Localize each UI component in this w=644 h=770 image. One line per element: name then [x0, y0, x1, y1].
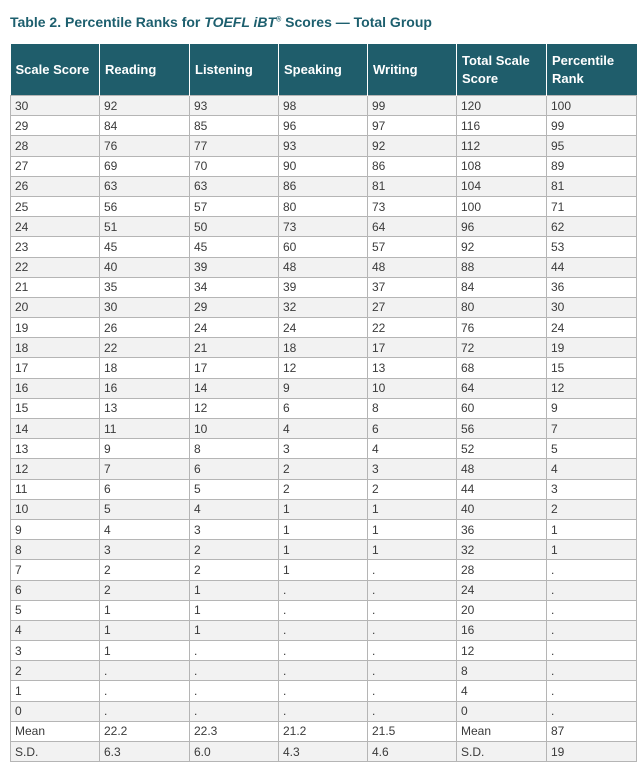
cell-total-scale-score: 80	[457, 297, 547, 317]
cell-listening: 6	[190, 459, 279, 479]
cell-speaking: 48	[279, 257, 368, 277]
cell-speaking: .	[279, 701, 368, 721]
cell-listening: 45	[190, 237, 279, 257]
table-header	[11, 44, 637, 96]
cell-scale-score: 14	[11, 419, 100, 439]
cell-percentile-rank: 71	[547, 196, 637, 216]
cell-reading: 7	[100, 459, 190, 479]
cell-speaking: 96	[279, 116, 368, 136]
cell-scale-score: 2	[11, 661, 100, 681]
cell-total-scale-score: 24	[457, 580, 547, 600]
cell-reading: 84	[100, 116, 190, 136]
table-row	[11, 136, 637, 156]
cell-percentile-rank: .	[547, 641, 637, 661]
cell-writing: .	[368, 620, 457, 640]
cell-total-scale-score: 92	[457, 237, 547, 257]
cell-writing: 17	[368, 338, 457, 358]
cell-writing: 4.6	[368, 742, 457, 762]
cell-speaking: 90	[279, 156, 368, 176]
cell-scale-score: Mean	[11, 721, 100, 741]
cell-listening: 21	[190, 338, 279, 358]
cell-listening: 50	[190, 217, 279, 237]
cell-total-scale-score: 104	[457, 176, 547, 196]
cell-listening: 34	[190, 277, 279, 297]
cell-scale-score: 13	[11, 439, 100, 459]
cell-scale-score: 23	[11, 237, 100, 257]
header-row	[11, 44, 637, 96]
table-row	[11, 641, 637, 661]
cell-percentile-rank: 1	[547, 519, 637, 539]
cell-listening: 12	[190, 398, 279, 418]
cell-scale-score: 9	[11, 519, 100, 539]
cell-writing: 21.5	[368, 721, 457, 741]
cell-speaking: 1	[279, 519, 368, 539]
cell-percentile-rank: 5	[547, 439, 637, 459]
title-suffix: Scores — Total Group	[281, 14, 432, 30]
cell-listening: .	[190, 661, 279, 681]
table-row	[11, 499, 637, 519]
cell-percentile-rank: 3	[547, 479, 637, 499]
cell-total-scale-score: 84	[457, 277, 547, 297]
cell-total-scale-score: Mean	[457, 721, 547, 741]
cell-percentile-rank: .	[547, 620, 637, 640]
cell-scale-score: S.D.	[11, 742, 100, 762]
cell-percentile-rank: 36	[547, 277, 637, 297]
cell-writing: 48	[368, 257, 457, 277]
cell-listening: 29	[190, 297, 279, 317]
cell-reading: .	[100, 701, 190, 721]
table-row	[11, 620, 637, 640]
cell-reading: 22	[100, 338, 190, 358]
cell-total-scale-score: 68	[457, 358, 547, 378]
cell-reading: 69	[100, 156, 190, 176]
cell-speaking: 3	[279, 439, 368, 459]
cell-total-scale-score: 56	[457, 419, 547, 439]
cell-speaking: 98	[279, 96, 368, 116]
header-scale-score: Scale Score	[11, 44, 100, 96]
cell-percentile-rank: .	[547, 681, 637, 701]
cell-listening: 1	[190, 600, 279, 620]
cell-listening: .	[190, 641, 279, 661]
cell-writing: 99	[368, 96, 457, 116]
cell-scale-score: 22	[11, 257, 100, 277]
cell-speaking: 2	[279, 459, 368, 479]
table-row	[11, 96, 637, 116]
cell-writing: 10	[368, 378, 457, 398]
cell-writing: 4	[368, 439, 457, 459]
cell-speaking: 9	[279, 378, 368, 398]
cell-scale-score: 27	[11, 156, 100, 176]
cell-total-scale-score: 96	[457, 217, 547, 237]
cell-total-scale-score: 64	[457, 378, 547, 398]
cell-speaking: 4	[279, 419, 368, 439]
cell-speaking: 80	[279, 196, 368, 216]
cell-reading: 40	[100, 257, 190, 277]
cell-writing: .	[368, 600, 457, 620]
cell-scale-score: 15	[11, 398, 100, 418]
cell-scale-score: 29	[11, 116, 100, 136]
cell-percentile-rank: 2	[547, 499, 637, 519]
cell-total-scale-score: 120	[457, 96, 547, 116]
cell-scale-score: 7	[11, 560, 100, 580]
cell-scale-score: 1	[11, 681, 100, 701]
cell-writing: 1	[368, 519, 457, 539]
cell-listening: 93	[190, 96, 279, 116]
cell-percentile-rank: 95	[547, 136, 637, 156]
cell-percentile-rank: 15	[547, 358, 637, 378]
cell-writing: 37	[368, 277, 457, 297]
table-row	[11, 318, 637, 338]
cell-percentile-rank: 9	[547, 398, 637, 418]
cell-total-scale-score: 116	[457, 116, 547, 136]
table-row	[11, 338, 637, 358]
cell-percentile-rank: 19	[547, 338, 637, 358]
cell-listening: .	[190, 701, 279, 721]
cell-total-scale-score: 16	[457, 620, 547, 640]
cell-listening: 70	[190, 156, 279, 176]
cell-writing: 3	[368, 459, 457, 479]
table-row	[11, 560, 637, 580]
table-row	[11, 701, 637, 721]
table-row	[11, 419, 637, 439]
cell-scale-score: 24	[11, 217, 100, 237]
cell-total-scale-score: 0	[457, 701, 547, 721]
cell-reading: 1	[100, 620, 190, 640]
cell-listening: 39	[190, 257, 279, 277]
cell-scale-score: 12	[11, 459, 100, 479]
table-row	[11, 519, 637, 539]
table-row	[11, 681, 637, 701]
table-row	[11, 439, 637, 459]
cell-reading: 92	[100, 96, 190, 116]
cell-speaking: .	[279, 580, 368, 600]
table-row	[11, 398, 637, 418]
cell-writing: .	[368, 701, 457, 721]
cell-speaking: 2	[279, 479, 368, 499]
cell-listening: 10	[190, 419, 279, 439]
cell-writing: .	[368, 560, 457, 580]
cell-listening: 14	[190, 378, 279, 398]
cell-listening: 8	[190, 439, 279, 459]
cell-scale-score: 28	[11, 136, 100, 156]
cell-scale-score: 4	[11, 620, 100, 640]
cell-writing: .	[368, 580, 457, 600]
cell-percentile-rank: 7	[547, 419, 637, 439]
cell-scale-score: 6	[11, 580, 100, 600]
cell-speaking: .	[279, 681, 368, 701]
cell-speaking: 4.3	[279, 742, 368, 762]
header-reading: Reading	[100, 44, 190, 96]
cell-reading: 76	[100, 136, 190, 156]
cell-writing: .	[368, 681, 457, 701]
cell-total-scale-score: 88	[457, 257, 547, 277]
cell-listening: 2	[190, 540, 279, 560]
cell-reading: 4	[100, 519, 190, 539]
cell-listening: 6.0	[190, 742, 279, 762]
cell-percentile-rank: 19	[547, 742, 637, 762]
cell-percentile-rank: 99	[547, 116, 637, 136]
cell-total-scale-score: 76	[457, 318, 547, 338]
cell-percentile-rank: .	[547, 600, 637, 620]
cell-percentile-rank: 89	[547, 156, 637, 176]
cell-reading: 1	[100, 641, 190, 661]
cell-scale-score: 20	[11, 297, 100, 317]
cell-speaking: 39	[279, 277, 368, 297]
cell-speaking: 32	[279, 297, 368, 317]
cell-writing: 6	[368, 419, 457, 439]
header-percentile-rank: Percentile Rank	[547, 44, 637, 96]
cell-writing: 64	[368, 217, 457, 237]
cell-reading: 56	[100, 196, 190, 216]
cell-percentile-rank: 1	[547, 540, 637, 560]
cell-total-scale-score: 100	[457, 196, 547, 216]
cell-listening: 63	[190, 176, 279, 196]
cell-scale-score: 5	[11, 600, 100, 620]
cell-speaking: 86	[279, 176, 368, 196]
cell-percentile-rank: 81	[547, 176, 637, 196]
cell-total-scale-score: 44	[457, 479, 547, 499]
table-row	[11, 742, 637, 762]
cell-total-scale-score: 28	[457, 560, 547, 580]
cell-speaking: 1	[279, 499, 368, 519]
table-row	[11, 358, 637, 378]
cell-writing: 13	[368, 358, 457, 378]
cell-reading: 1	[100, 600, 190, 620]
cell-scale-score: 19	[11, 318, 100, 338]
table-row	[11, 116, 637, 136]
cell-listening: 22.3	[190, 721, 279, 741]
cell-reading: 2	[100, 560, 190, 580]
cell-listening: 77	[190, 136, 279, 156]
table-row	[11, 176, 637, 196]
cell-speaking: 73	[279, 217, 368, 237]
cell-percentile-rank: 100	[547, 96, 637, 116]
cell-scale-score: 30	[11, 96, 100, 116]
cell-speaking: 93	[279, 136, 368, 156]
table-row	[11, 257, 637, 277]
percentile-table	[10, 44, 637, 762]
cell-reading: 35	[100, 277, 190, 297]
cell-writing: 57	[368, 237, 457, 257]
cell-reading: 22.2	[100, 721, 190, 741]
header-speaking: Speaking	[279, 44, 368, 96]
cell-percentile-rank: 87	[547, 721, 637, 741]
table-row	[11, 277, 637, 297]
cell-percentile-rank: 53	[547, 237, 637, 257]
cell-writing: 73	[368, 196, 457, 216]
cell-speaking: 24	[279, 318, 368, 338]
cell-listening: 5	[190, 479, 279, 499]
cell-writing: .	[368, 661, 457, 681]
cell-scale-score: 8	[11, 540, 100, 560]
cell-percentile-rank: .	[547, 701, 637, 721]
cell-scale-score: 11	[11, 479, 100, 499]
cell-listening: 57	[190, 196, 279, 216]
table-row	[11, 237, 637, 257]
cell-total-scale-score: 12	[457, 641, 547, 661]
table-row	[11, 196, 637, 216]
table-row	[11, 459, 637, 479]
cell-reading: 18	[100, 358, 190, 378]
cell-reading: 6.3	[100, 742, 190, 762]
cell-listening: 1	[190, 580, 279, 600]
cell-writing: 1	[368, 540, 457, 560]
table-row	[11, 156, 637, 176]
cell-writing: 27	[368, 297, 457, 317]
table-row	[11, 378, 637, 398]
cell-listening: 2	[190, 560, 279, 580]
cell-scale-score: 10	[11, 499, 100, 519]
cell-reading: 3	[100, 540, 190, 560]
table-row	[11, 580, 637, 600]
cell-reading: 63	[100, 176, 190, 196]
cell-percentile-rank: 4	[547, 459, 637, 479]
cell-speaking: .	[279, 641, 368, 661]
cell-scale-score: 0	[11, 701, 100, 721]
table-row	[11, 297, 637, 317]
table-row	[11, 600, 637, 620]
cell-reading: 13	[100, 398, 190, 418]
cell-percentile-rank: 30	[547, 297, 637, 317]
cell-total-scale-score: 48	[457, 459, 547, 479]
cell-percentile-rank: 44	[547, 257, 637, 277]
cell-total-scale-score: 60	[457, 398, 547, 418]
cell-percentile-rank: 12	[547, 378, 637, 398]
cell-percentile-rank: 24	[547, 318, 637, 338]
cell-writing: 92	[368, 136, 457, 156]
cell-speaking: .	[279, 661, 368, 681]
cell-listening: 24	[190, 318, 279, 338]
cell-total-scale-score: 32	[457, 540, 547, 560]
cell-percentile-rank: .	[547, 580, 637, 600]
cell-scale-score: 17	[11, 358, 100, 378]
title-italic: TOEFL iBT	[204, 14, 277, 30]
cell-speaking: .	[279, 600, 368, 620]
cell-reading: 45	[100, 237, 190, 257]
table-row	[11, 217, 637, 237]
cell-reading: 9	[100, 439, 190, 459]
cell-listening: 1	[190, 620, 279, 640]
cell-total-scale-score: 112	[457, 136, 547, 156]
cell-total-scale-score: 40	[457, 499, 547, 519]
cell-reading: 51	[100, 217, 190, 237]
cell-listening: 3	[190, 519, 279, 539]
table-row	[11, 479, 637, 499]
title-prefix: Table 2. Percentile Ranks for	[10, 14, 205, 30]
cell-speaking: .	[279, 620, 368, 640]
cell-listening: 17	[190, 358, 279, 378]
cell-reading: .	[100, 681, 190, 701]
cell-scale-score: 26	[11, 176, 100, 196]
cell-total-scale-score: 36	[457, 519, 547, 539]
cell-scale-score: 3	[11, 641, 100, 661]
cell-speaking: 1	[279, 560, 368, 580]
cell-speaking: 60	[279, 237, 368, 257]
header-writing: Writing	[368, 44, 457, 96]
cell-speaking: 21.2	[279, 721, 368, 741]
cell-total-scale-score: 8	[457, 661, 547, 681]
cell-reading: .	[100, 661, 190, 681]
table-row	[11, 661, 637, 681]
cell-percentile-rank: .	[547, 560, 637, 580]
cell-total-scale-score: 52	[457, 439, 547, 459]
header-total-scale-score: Total Scale Score	[457, 44, 547, 96]
cell-reading: 2	[100, 580, 190, 600]
cell-speaking: 18	[279, 338, 368, 358]
table-row	[11, 540, 637, 560]
cell-scale-score: 18	[11, 338, 100, 358]
cell-reading: 11	[100, 419, 190, 439]
header-listening: Listening	[190, 44, 279, 96]
cell-writing: 1	[368, 499, 457, 519]
cell-writing: .	[368, 641, 457, 661]
cell-writing: 8	[368, 398, 457, 418]
cell-percentile-rank: .	[547, 661, 637, 681]
cell-total-scale-score: 4	[457, 681, 547, 701]
cell-total-scale-score: 20	[457, 600, 547, 620]
cell-reading: 16	[100, 378, 190, 398]
cell-reading: 5	[100, 499, 190, 519]
table-row	[11, 721, 637, 741]
cell-writing: 97	[368, 116, 457, 136]
cell-reading: 26	[100, 318, 190, 338]
cell-listening: 85	[190, 116, 279, 136]
cell-listening: .	[190, 681, 279, 701]
table-title	[10, 14, 432, 30]
cell-percentile-rank: 62	[547, 217, 637, 237]
registered-mark: ®	[276, 16, 282, 24]
cell-reading: 6	[100, 479, 190, 499]
cell-scale-score: 16	[11, 378, 100, 398]
cell-writing: 22	[368, 318, 457, 338]
cell-total-scale-score: 72	[457, 338, 547, 358]
cell-writing: 2	[368, 479, 457, 499]
table-body	[11, 96, 637, 762]
cell-scale-score: 25	[11, 196, 100, 216]
cell-reading: 30	[100, 297, 190, 317]
cell-total-scale-score: 108	[457, 156, 547, 176]
cell-listening: 4	[190, 499, 279, 519]
cell-scale-score: 21	[11, 277, 100, 297]
cell-writing: 86	[368, 156, 457, 176]
cell-speaking: 1	[279, 540, 368, 560]
cell-total-scale-score: S.D.	[457, 742, 547, 762]
cell-speaking: 12	[279, 358, 368, 378]
cell-writing: 81	[368, 176, 457, 196]
cell-speaking: 6	[279, 398, 368, 418]
